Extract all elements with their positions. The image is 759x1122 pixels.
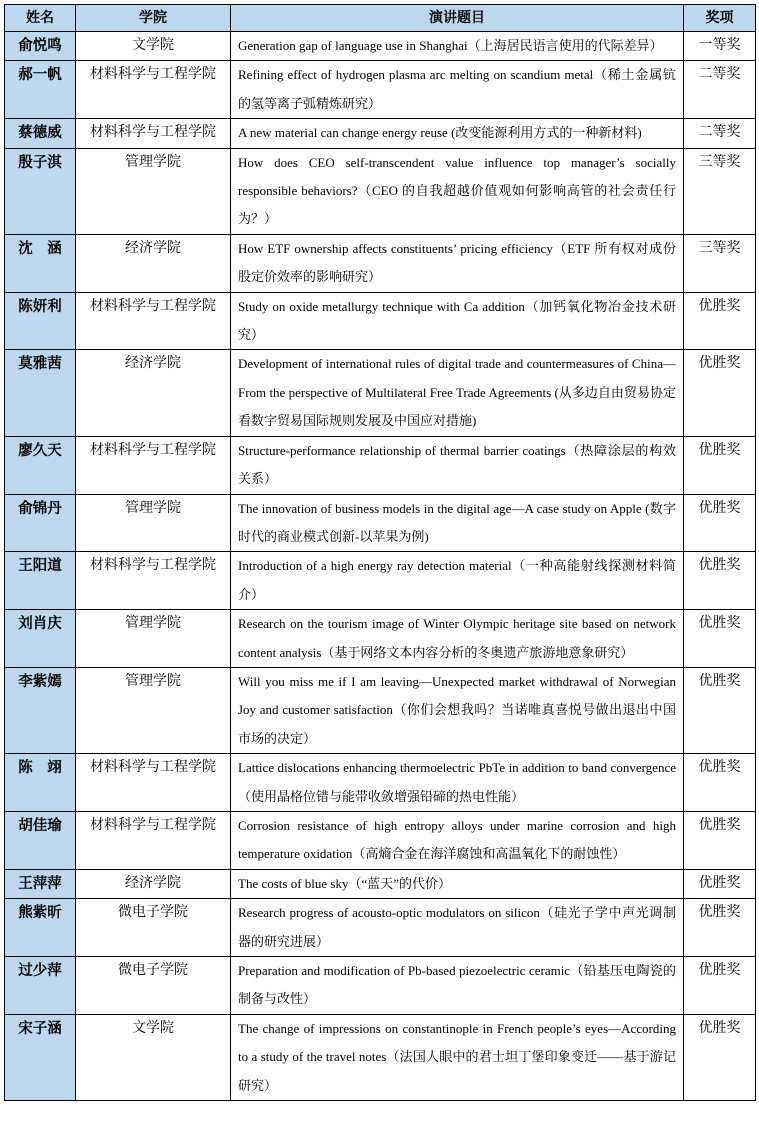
table-row — [5, 811, 756, 869]
speech-title-cell: Introduction of a high energy ray detection material（一种高能射线探测材料简介） — [231, 552, 684, 610]
college-cell: 文学院 — [76, 32, 231, 61]
student-name-cell: 陈 翊 — [5, 754, 76, 812]
student-name-cell: 熊紫昕 — [5, 899, 76, 957]
college-cell: 微电子学院 — [76, 899, 231, 957]
award-cell: 优胜奖 — [684, 292, 756, 350]
table-row — [5, 899, 756, 957]
speech-title-cell: Lattice dislocations enhancing thermoelectric PbTe in addition to band convergence（使用晶格位错与能带收敛增强铅碲的热电性能） — [231, 754, 684, 812]
table-row — [5, 61, 756, 119]
award-cell: 优胜奖 — [684, 494, 756, 552]
student-name-cell: 殷子淇 — [5, 148, 76, 234]
table-row — [5, 754, 756, 812]
college-cell: 材料科学与工程学院 — [76, 754, 231, 812]
college-cell: 经济学院 — [76, 234, 231, 292]
table-row — [5, 552, 756, 610]
award-cell: 优胜奖 — [684, 811, 756, 869]
table-row — [5, 119, 756, 148]
award-cell: 二等奖 — [684, 61, 756, 119]
college-cell: 文学院 — [76, 1014, 231, 1100]
table-row — [5, 350, 756, 436]
award-cell: 三等奖 — [684, 148, 756, 234]
table-row — [5, 148, 756, 234]
college-cell: 管理学院 — [76, 148, 231, 234]
student-name-cell: 廖久天 — [5, 436, 76, 494]
speech-title-cell: Refining effect of hydrogen plasma arc melting on scandium metal（稀土金属钪的氢等离子弧精炼研究） — [231, 61, 684, 119]
award-cell: 一等奖 — [684, 32, 756, 61]
table-row — [5, 957, 756, 1015]
award-cell: 优胜奖 — [684, 667, 756, 753]
college-cell: 经济学院 — [76, 350, 231, 436]
speech-title-cell: How ETF ownership affects constituents’ pricing efficiency（ETF 所有权对成份股定价效率的影响研究） — [231, 234, 684, 292]
student-name-cell: 陈妍利 — [5, 292, 76, 350]
college-cell: 材料科学与工程学院 — [76, 552, 231, 610]
speech-title-cell: Research on the tourism image of Winter Olympic heritage site based on network content analysis（基于网络文本内容分析的冬奥遗产旅游地意象研究） — [231, 610, 684, 668]
college-cell: 经济学院 — [76, 869, 231, 898]
speech-title-cell: Generation gap of language use in Shanghai（上海居民语言使用的代际差异） — [231, 32, 684, 61]
student-name-cell: 王阳道 — [5, 552, 76, 610]
speech-title-cell: The innovation of business models in the digital age—A case study on Apple (数字时代的商业模式创新-以苹果为例) — [231, 494, 684, 552]
speech-title-cell: Development of international rules of digital trade and countermeasures of China—From the perspective of Multilateral Free Trade Agreements (从多边自由贸易协定看数字贸易国际规则发展及中国应对措施) — [231, 350, 684, 436]
college-cell: 材料科学与工程学院 — [76, 119, 231, 148]
speech-title-cell: The change of impressions on constantinople in French people’s eyes—According to a study of the travel notes（法国人眼中的君士坦丁堡印象变迁——基于游记研究） — [231, 1014, 684, 1100]
award-cell: 三等奖 — [684, 234, 756, 292]
speech-title-cell: Preparation and modification of Pb-based piezoelectric ceramic（铅基压电陶瓷的制备与改性） — [231, 957, 684, 1015]
speech-title-cell: Will you miss me if I am leaving—Unexpected market withdrawal of Norwegian Joy and customer satisfaction（你们会想我吗？当诺唯真喜悦号做出退出中国市场的决定） — [231, 667, 684, 753]
student-name-cell: 王萍萍 — [5, 869, 76, 898]
table-row — [5, 869, 756, 898]
table-row — [5, 494, 756, 552]
speech-title-cell: Corrosion resistance of high entropy alloys under marine corrosion and high temperature oxidation（高熵合金在海洋腐蚀和高温氧化下的耐蚀性） — [231, 811, 684, 869]
header-title: 演讲题目 — [231, 5, 684, 32]
student-name-cell: 李紫嫣 — [5, 667, 76, 753]
table-body — [5, 32, 756, 1101]
speech-title-cell: The costs of blue sky（“蓝天”的代价） — [231, 869, 684, 898]
student-name-cell: 过少萍 — [5, 957, 76, 1015]
college-cell: 管理学院 — [76, 494, 231, 552]
speech-title-cell: A new material can change energy reuse (改变能源利用方式的一种新材料) — [231, 119, 684, 148]
award-cell: 优胜奖 — [684, 436, 756, 494]
college-cell: 材料科学与工程学院 — [76, 292, 231, 350]
header-name: 姓名 — [5, 5, 76, 32]
table-row — [5, 436, 756, 494]
speech-title-cell: Research progress of acousto-optic modulators on silicon（硅光子学中声光调制器的研究进展） — [231, 899, 684, 957]
award-cell: 优胜奖 — [684, 957, 756, 1015]
award-cell: 优胜奖 — [684, 899, 756, 957]
table-row — [5, 610, 756, 668]
college-cell: 管理学院 — [76, 610, 231, 668]
award-cell: 优胜奖 — [684, 754, 756, 812]
award-cell: 二等奖 — [684, 119, 756, 148]
awards-table — [4, 4, 756, 1101]
college-cell: 材料科学与工程学院 — [76, 61, 231, 119]
award-cell: 优胜奖 — [684, 552, 756, 610]
college-cell: 材料科学与工程学院 — [76, 436, 231, 494]
student-name-cell: 蔡德威 — [5, 119, 76, 148]
header-award: 奖项 — [684, 5, 756, 32]
student-name-cell: 刘肖庆 — [5, 610, 76, 668]
award-cell: 优胜奖 — [684, 610, 756, 668]
table-row — [5, 667, 756, 753]
award-cell: 优胜奖 — [684, 350, 756, 436]
student-name-cell: 胡佳瑜 — [5, 811, 76, 869]
college-cell: 微电子学院 — [76, 957, 231, 1015]
table-row — [5, 234, 756, 292]
student-name-cell: 宋子涵 — [5, 1014, 76, 1100]
table-header-row — [5, 5, 756, 32]
speech-title-cell: How does CEO self-transcendent value influence top manager’s socially responsible behaviors?（CEO 的自我超越价值观如何影响高管的社会责任行为？） — [231, 148, 684, 234]
student-name-cell: 郝一帆 — [5, 61, 76, 119]
header-college: 学院 — [76, 5, 231, 32]
student-name-cell: 俞锦丹 — [5, 494, 76, 552]
table-row — [5, 32, 756, 61]
award-cell: 优胜奖 — [684, 1014, 756, 1100]
award-cell: 优胜奖 — [684, 869, 756, 898]
speech-title-cell: Study on oxide metallurgy technique with Ca addition（加钙氧化物冶金技术研究） — [231, 292, 684, 350]
student-name-cell: 莫雅茜 — [5, 350, 76, 436]
student-name-cell: 俞悦鸣 — [5, 32, 76, 61]
student-name-cell: 沈 涵 — [5, 234, 76, 292]
speech-title-cell: Structure-performance relationship of thermal barrier coatings（热障涂层的构效关系） — [231, 436, 684, 494]
college-cell: 材料科学与工程学院 — [76, 811, 231, 869]
table-row — [5, 1014, 756, 1100]
college-cell: 管理学院 — [76, 667, 231, 753]
table-row — [5, 292, 756, 350]
